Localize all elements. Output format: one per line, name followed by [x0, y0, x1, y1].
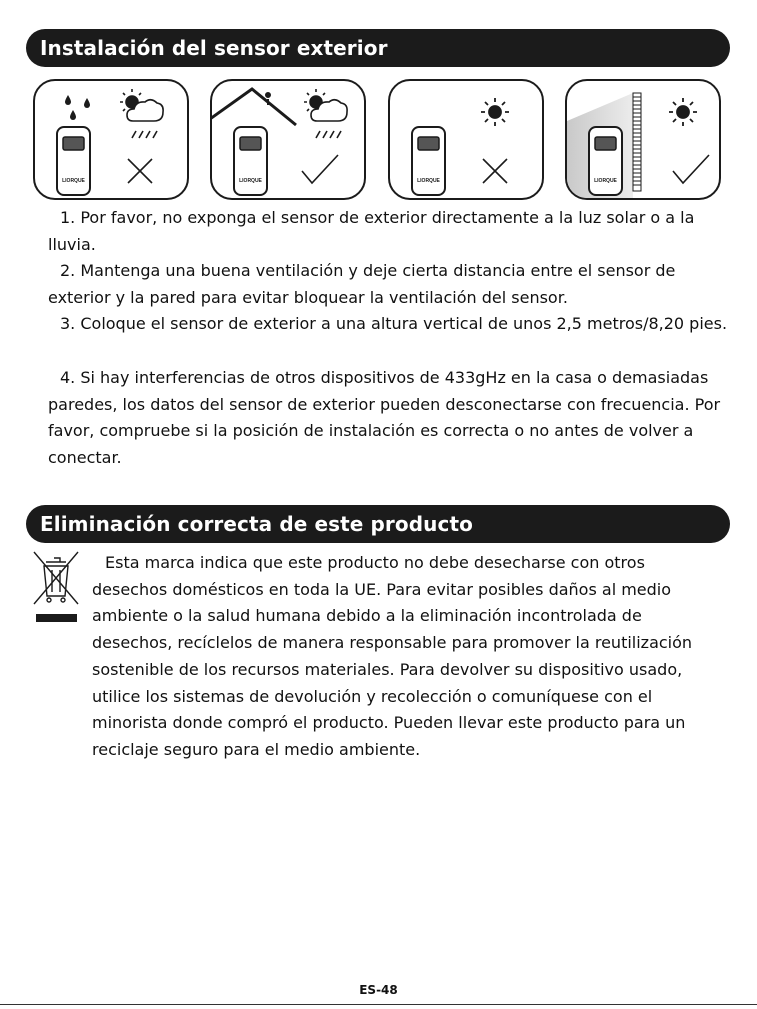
- sun-icon: [481, 98, 509, 126]
- sun-cloud-rain-icon: [120, 89, 163, 138]
- sensor-device-icon: [412, 127, 445, 195]
- section-title-installation: Instalación del sensor exterior: [26, 29, 730, 67]
- device-brand-label: LIORQUE: [62, 178, 85, 184]
- instruction-2-text: 2. Mantenga una buena ventilación y deje cierta distancia entre el sensor de exterior y la pared para evitar bloquear la ventilación del sensor.: [48, 261, 676, 307]
- roof-icon: [212, 89, 296, 125]
- sun-icon: [669, 98, 697, 126]
- disposal-paragraph: [92, 550, 722, 764]
- device-brand-label: LIORQUE: [239, 178, 262, 184]
- weee-bar: [36, 614, 77, 622]
- bottom-rule: [0, 1004, 757, 1005]
- device-brand-label: LIORQUE: [417, 178, 440, 184]
- device-brand-label: LIORQUE: [594, 178, 617, 184]
- disposal-text: Esta marca indica que este producto no debe desecharse con otros desechos domésticos en toda la UE. Para evitar posibles daños al medio ambiente o la salud humana debido a la eliminación incontrolada de desechos, recíclelos de manera responsable para promover la reutilización sostenible de los recursos materiales. Para devolver su dispositivo usado, utilice los sistemas de devolución y recolección o comuníquese con el minorista donde compró el producto. Pueden llevar este producto para un reciclaje seguro para el medio ambiente.: [92, 553, 693, 759]
- wall-icon: [633, 93, 641, 191]
- page-number: ES-48: [359, 983, 398, 997]
- weee-crossed-bin-icon: [30, 548, 80, 628]
- section-title-disposal: Eliminación correcta de este producto: [26, 505, 730, 543]
- sun-cloud-rain-icon: [304, 89, 347, 138]
- instruction-3: [48, 311, 728, 338]
- install-panel-rain-incorrect: [33, 79, 189, 200]
- install-panel-sun-incorrect: [388, 79, 544, 200]
- instruction-1-text: 1. Por favor, no exponga el sensor de exterior directamente a la luz solar o a la lluvia.: [48, 208, 695, 254]
- sensor-device-icon: [589, 127, 622, 195]
- instruction-4-text: 4. Si hay interferencias de otros dispositivos de 433gHz en la casa o demasiadas paredes, los datos del sensor de exterior pueden desconectarse con frecuencia. Por favor, compruebe si la posición de instalación es correcta o no antes de volver a conectar.: [48, 368, 721, 467]
- instruction-3-text: 3. Coloque el sensor de exterior a una altura vertical de unos 2,5 metros/8,20 pies.: [60, 314, 728, 333]
- instruction-1: [48, 205, 728, 258]
- instruction-4: [48, 365, 728, 471]
- raindrops-icon: [65, 95, 90, 120]
- install-panel-roof-correct: [210, 79, 366, 200]
- install-panel-shade-correct: [565, 79, 721, 200]
- cross-mark-icon: [128, 159, 152, 183]
- sensor-device-icon: [57, 127, 90, 195]
- sensor-device-icon: [234, 127, 267, 195]
- check-mark-icon: [673, 155, 709, 183]
- cross-mark-icon: [483, 159, 507, 183]
- instruction-2: [48, 258, 728, 311]
- check-mark-icon: [302, 155, 338, 183]
